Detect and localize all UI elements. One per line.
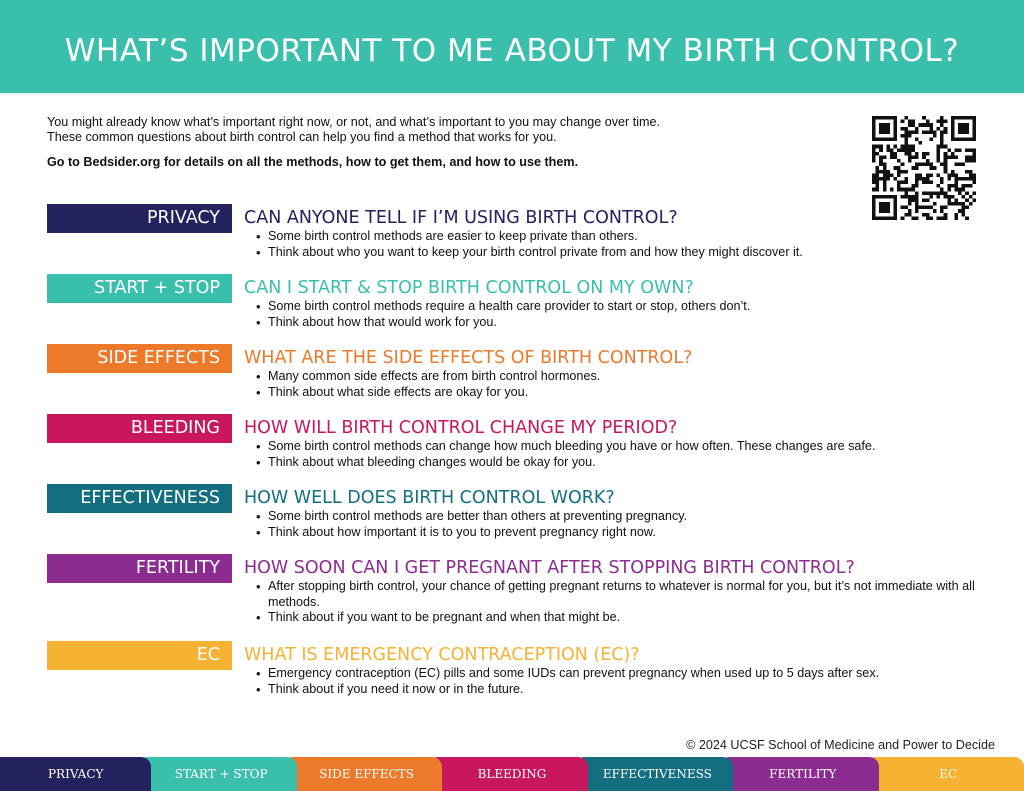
list-item: • After stopping birth control, your chance of getting pregnant returns to whatever is normal for you, but it’s not immediate with all methods. bbox=[256, 579, 1001, 610]
question-bleeding: HOW WILL BIRTH CONTROL CHANGE MY PERIOD? bbox=[244, 418, 678, 438]
bar-tab-ec: EC bbox=[873, 757, 1024, 791]
bar-tab-fertility: FERTILITY bbox=[727, 757, 878, 791]
points-side-effects bbox=[256, 369, 1001, 400]
tag-ec: EC bbox=[47, 641, 232, 670]
list-item: • Think about what side effects are okay for you. bbox=[256, 385, 1001, 401]
bar-tab-side-effects: SIDE EFFECTS bbox=[291, 757, 442, 791]
tag-start-stop: START + STOP bbox=[47, 274, 232, 303]
copyright: © 2024 UCSF School of Medicine and Power to Decide bbox=[686, 738, 995, 752]
list-item: • Think about who you want to keep your birth control private from and how they might discover it. bbox=[256, 245, 1001, 261]
question-fertility: HOW SOON CAN I GET PREGNANT AFTER STOPPING BIRTH CONTROL? bbox=[244, 558, 855, 578]
bedsider-cta: Go to Bedsider.org for details on all the methods, how to get them, and how to use them. bbox=[47, 155, 579, 169]
list-item: • Some birth control methods can change how much bleeding you have or how often. These changes are safe. bbox=[256, 439, 1001, 455]
bar-tab-privacy: PRIVACY bbox=[0, 757, 151, 791]
list-item: • Think about how that would work for you. bbox=[256, 315, 1001, 331]
intro-line-1: You might already know what’s important right now, or not, and what’s important to you may change over time. bbox=[47, 115, 660, 129]
points-ec bbox=[256, 666, 1001, 697]
page-header bbox=[0, 0, 1024, 93]
tag-fertility: FERTILITY bbox=[47, 554, 232, 583]
points-privacy bbox=[256, 229, 1001, 260]
list-item: • Think about if you want to be pregnant and when that might be. bbox=[256, 610, 1001, 626]
page-title: WHAT’S IMPORTANT TO ME ABOUT MY BIRTH CONTROL? bbox=[64, 32, 960, 69]
bar-tab-start-stop: START + STOP bbox=[145, 757, 296, 791]
intro-line-2: These common questions about birth control can help you find a method that works for you. bbox=[47, 130, 557, 144]
tag-privacy: PRIVACY bbox=[47, 204, 232, 233]
question-side-effects: WHAT ARE THE SIDE EFFECTS OF BIRTH CONTROL? bbox=[244, 348, 693, 368]
points-bleeding bbox=[256, 439, 1001, 470]
list-item: • Emergency contraception (EC) pills and some IUDs can prevent pregnancy when used up to 5 days after sex. bbox=[256, 666, 1001, 682]
question-start-stop: CAN I START & STOP BIRTH CONTROL ON MY OWN? bbox=[244, 278, 694, 298]
tag-bleeding: BLEEDING bbox=[47, 414, 232, 443]
list-item: • Many common side effects are from birth control hormones. bbox=[256, 369, 1001, 385]
list-item: • Some birth control methods are better than others at preventing pregnancy. bbox=[256, 509, 1001, 525]
question-ec: WHAT IS EMERGENCY CONTRACEPTION (EC)? bbox=[244, 645, 640, 665]
tag-effectiveness: EFFECTIVENESS bbox=[47, 484, 232, 513]
points-fertility bbox=[256, 579, 1001, 626]
tag-side-effects: SIDE EFFECTS bbox=[47, 344, 232, 373]
intro-text bbox=[47, 115, 847, 170]
question-privacy: CAN ANYONE TELL IF I’M USING BIRTH CONTROL? bbox=[244, 208, 678, 228]
points-start-stop bbox=[256, 299, 1001, 330]
qr-code-icon[interactable] bbox=[872, 116, 976, 220]
points-effectiveness bbox=[256, 509, 1001, 540]
bar-tab-bleeding: BLEEDING bbox=[436, 757, 587, 791]
list-item: • Think about what bleeding changes would be okay for you. bbox=[256, 455, 1001, 471]
category-bar bbox=[0, 757, 1024, 791]
list-item: • Some birth control methods are easier to keep private than others. bbox=[256, 229, 1001, 245]
list-item: • Think about how important it is to you to prevent pregnancy right now. bbox=[256, 525, 1001, 541]
bar-tab-effectiveness: EFFECTIVENESS bbox=[582, 757, 733, 791]
question-effectiveness: HOW WELL DOES BIRTH CONTROL WORK? bbox=[244, 488, 615, 508]
list-item: • Think about if you need it now or in the future. bbox=[256, 682, 1001, 698]
list-item: • Some birth control methods require a health care provider to start or stop, others don’t. bbox=[256, 299, 1001, 315]
